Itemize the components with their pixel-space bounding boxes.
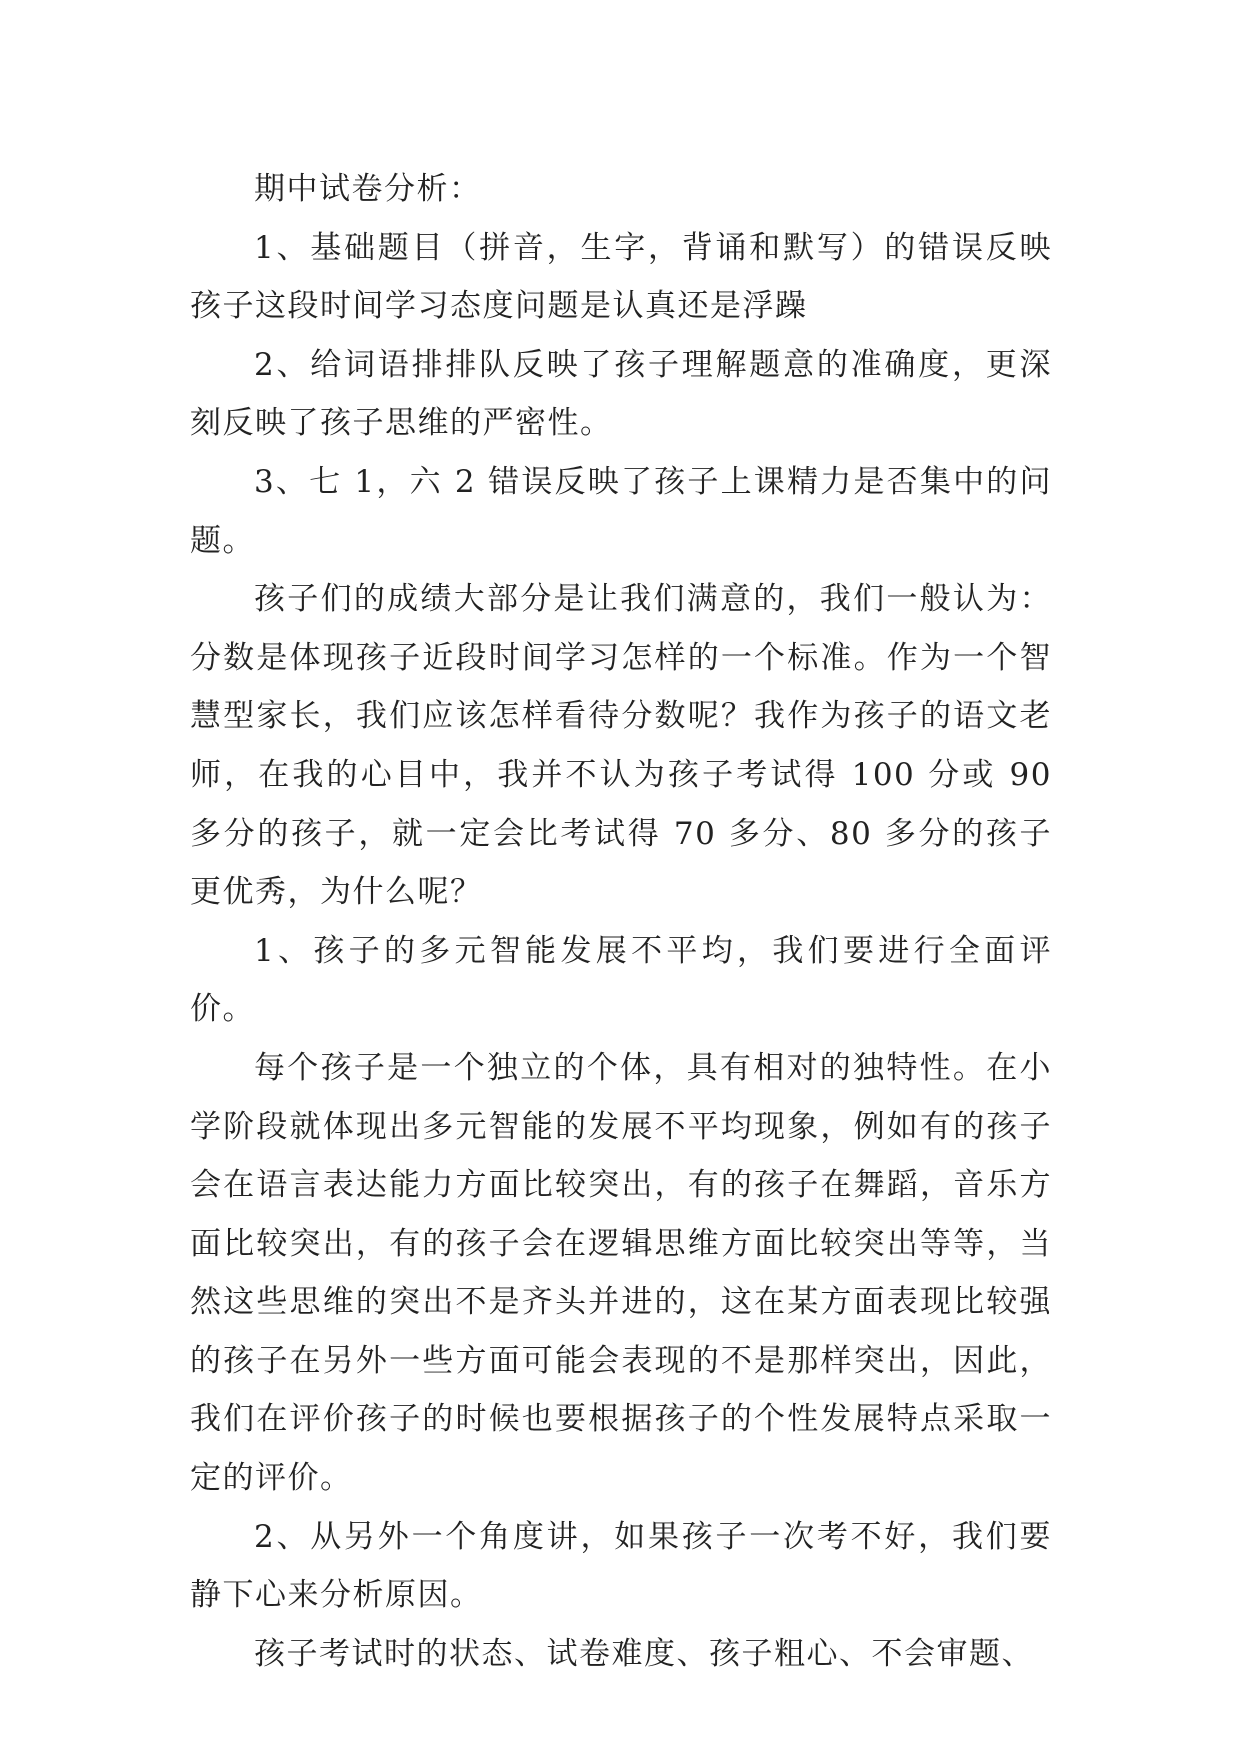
document-body bbox=[190, 160, 1052, 1683]
paragraph-reason-2: 2、从另外一个角度讲，如果孩子一次考不好，我们要静下心来分析原因。 bbox=[190, 1518, 1052, 1614]
paragraph-individuality: 每个孩子是一个独立的个体，具有相对的独特性。在小学阶段就体现出多元智能的发展不平均现象，例如有的孩子会在语言表达能力方面比较突出，有的孩子在舞蹈，音乐方面比较突出，有的孩子会在逻辑思维方面比较突出等等，当然这些思维的突出不是齐头并进的，这在某方面表现比较强的孩子在另外一些方面可能会表现的不是那样突出，因此，我们在评价孩子的时候也要根据孩子的个性发展特点采取一定的评价。 bbox=[190, 1049, 1052, 1497]
paragraph-heading: 期中试卷分析： bbox=[254, 171, 482, 207]
paragraph-point-3: 3、七 1，六 2 错误反映了孩子上课精力是否集中的问题。 bbox=[190, 463, 1052, 559]
paragraph-scores: 孩子们的成绩大部分是让我们满意的，我们一般认为：分数是体现孩子近段时间学习怎样的一个标准。作为一个智慧型家长，我们应该怎样看待分数呢？我作为孩子的语文老师，在我的心目中，我并不认为孩子考试得 100 分或 90 多分的孩子，就一定会比考试得 70 多分、80 多分的孩子更优秀，为什么呢？ bbox=[190, 581, 1052, 911]
paragraph-point-1: 1、基础题目（拼音，生字，背诵和默写）的错误反映孩子这段时间学习态度问题是认真还是浮躁 bbox=[190, 229, 1052, 325]
paragraph-point-2: 2、给词语排排队反映了孩子理解题意的准确度，更深刻反映了孩子思维的严密性。 bbox=[190, 346, 1052, 442]
paragraph-causes: 孩子考试时的状态、试卷难度、孩子粗心、不会审题、 bbox=[254, 1635, 1034, 1672]
paragraph-reason-1: 1、孩子的多元智能发展不平均，我们要进行全面评价。 bbox=[190, 932, 1052, 1028]
